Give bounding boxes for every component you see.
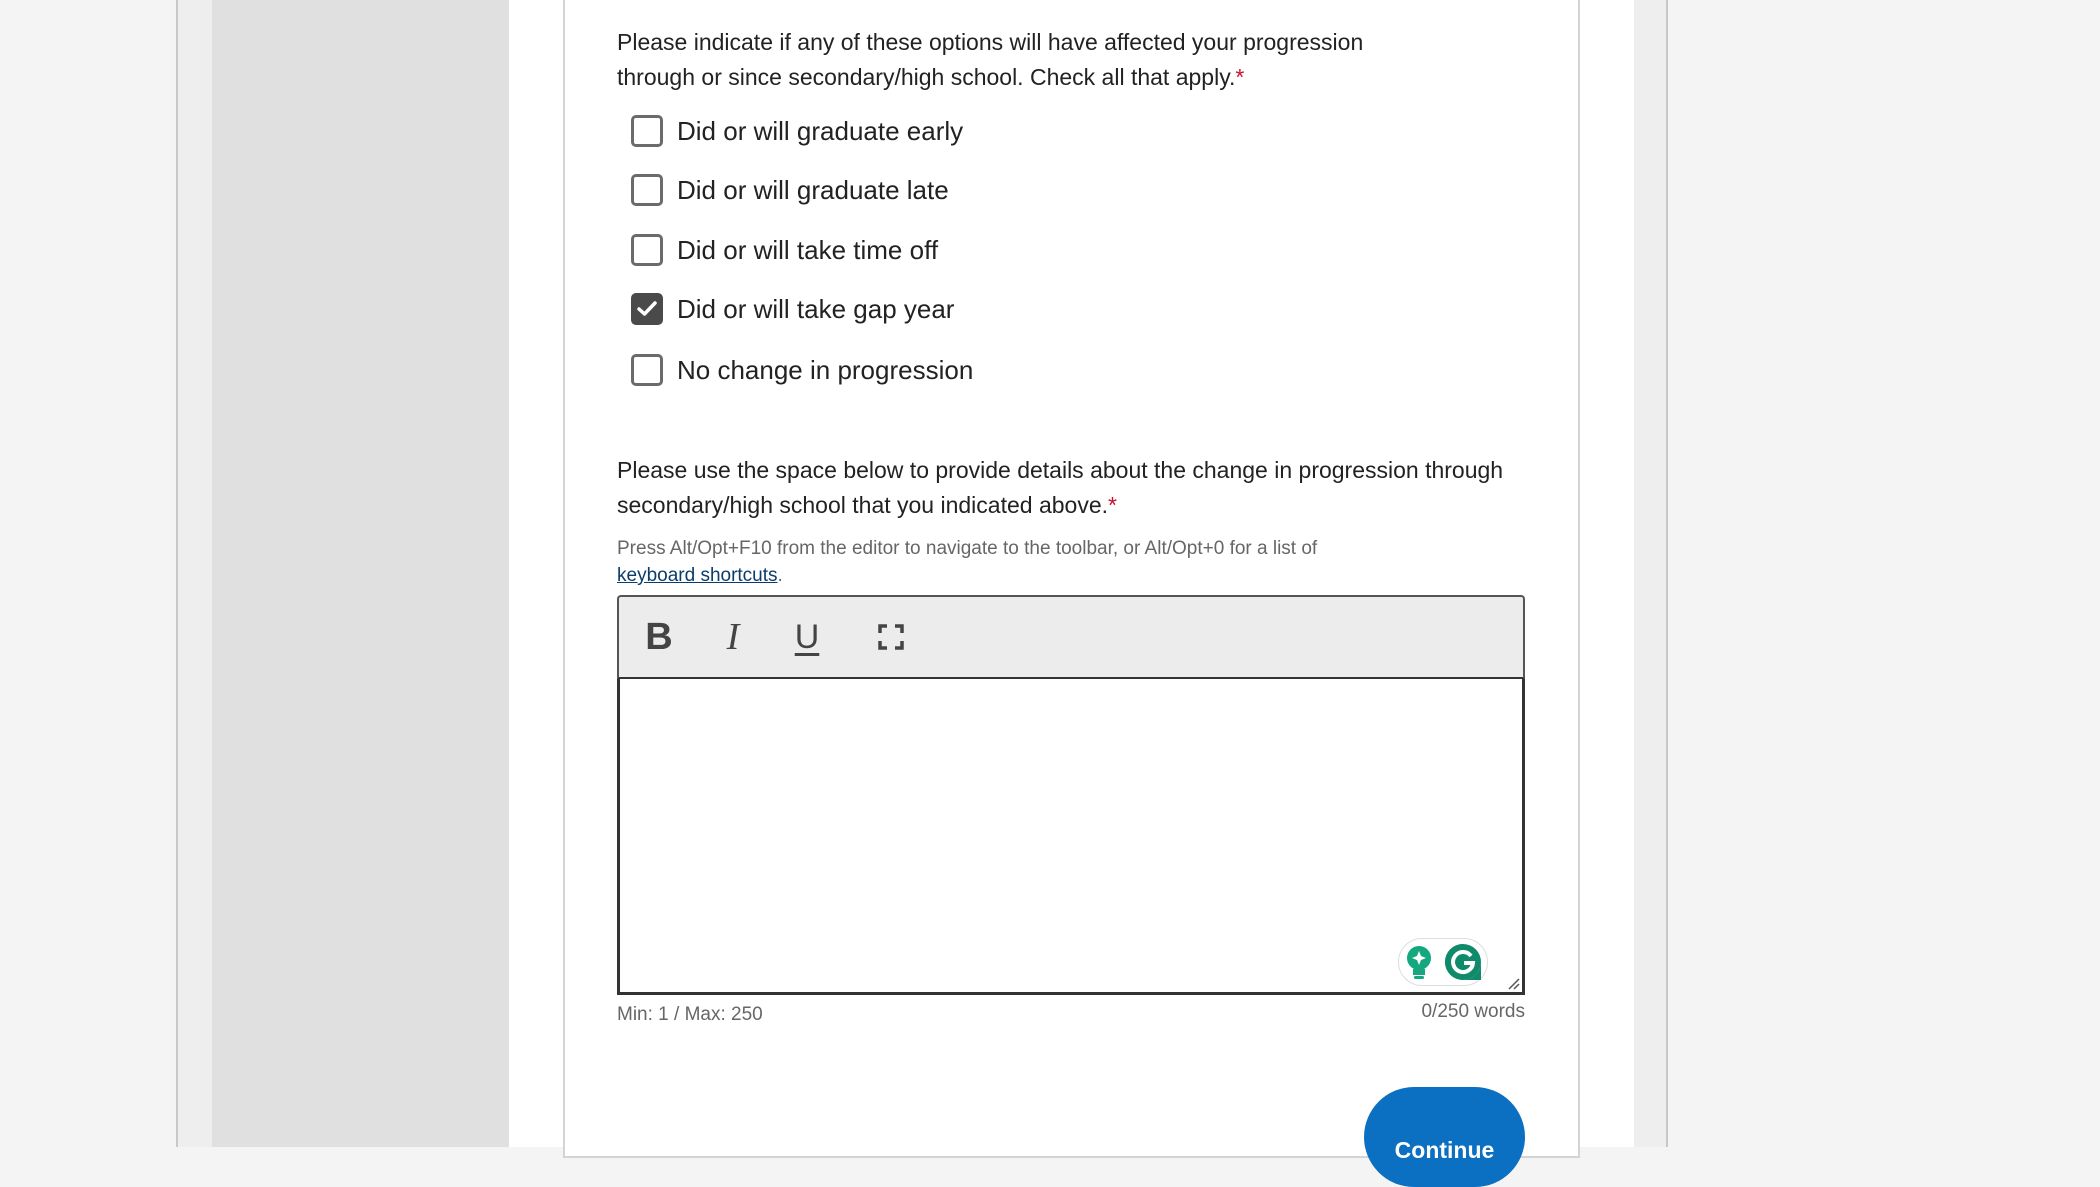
checkmark-icon <box>637 301 657 317</box>
checkbox-label: No change in progression <box>677 354 974 385</box>
side-panel <box>212 0 509 1147</box>
grammarly-icon[interactable] <box>1444 943 1482 981</box>
checkbox-label: Did or will take time off <box>677 234 939 265</box>
details-editor[interactable] <box>617 679 1525 995</box>
question-text: Please indicate if any of these options will have affected your progression through or since secondary/high school. Check all that apply. <box>617 29 1364 90</box>
checkbox-time-off[interactable] <box>631 233 938 267</box>
grammarly-widget[interactable] <box>1398 938 1488 986</box>
continue-button[interactable]: Continue <box>1364 1087 1525 1187</box>
fullscreen-icon <box>878 624 904 650</box>
checkbox-label: Did or will graduate late <box>677 174 949 205</box>
italic-icon: I <box>726 616 740 658</box>
resize-handle-icon[interactable] <box>1506 976 1520 990</box>
question-details-label <box>617 453 1537 523</box>
underline-button[interactable] <box>785 615 829 659</box>
bold-button[interactable] <box>637 615 681 659</box>
checkbox-graduate-late[interactable] <box>631 173 949 207</box>
italic-button[interactable] <box>711 615 755 659</box>
keyboard-shortcuts-link[interactable]: keyboard shortcuts <box>617 565 778 586</box>
background-strip <box>176 0 212 1147</box>
question-text: Please use the space below to provide details about the change in progression through secondary/high school that you indicated above. <box>617 457 1504 518</box>
scroll-strip <box>1634 0 1668 1147</box>
checkbox-box[interactable] <box>631 115 663 147</box>
checkbox-box[interactable] <box>631 234 663 266</box>
checkbox-graduate-early[interactable] <box>631 114 963 148</box>
checkbox-gap-year[interactable] <box>631 292 954 326</box>
word-count: 0/250 words <box>1421 1001 1525 1022</box>
required-mark: * <box>1235 64 1245 90</box>
checkbox-label: Did or will take gap year <box>677 293 955 324</box>
checkbox-no-change[interactable] <box>631 353 973 387</box>
word-limits: Min: 1 / Max: 250 <box>617 1004 763 1025</box>
required-mark: * <box>1108 492 1117 518</box>
checkbox-box[interactable] <box>631 354 663 386</box>
checkbox-label: Did or will graduate early <box>677 115 964 146</box>
bold-icon: B <box>645 615 673 658</box>
editor-hint <box>617 535 1517 589</box>
question-progression-label <box>617 25 1417 95</box>
checkbox-box[interactable] <box>631 174 663 206</box>
hint-period: . <box>777 565 783 586</box>
underline-icon: U <box>794 617 820 656</box>
lightbulb-icon[interactable] <box>1405 945 1433 979</box>
fullscreen-button[interactable] <box>869 615 913 659</box>
hint-text: Press Alt/Opt+F10 from the editor to navigate to the toolbar, or Alt/Opt+0 for a list of <box>617 538 1318 559</box>
checkbox-box-checked[interactable] <box>631 293 663 325</box>
editor-toolbar <box>617 595 1525 680</box>
